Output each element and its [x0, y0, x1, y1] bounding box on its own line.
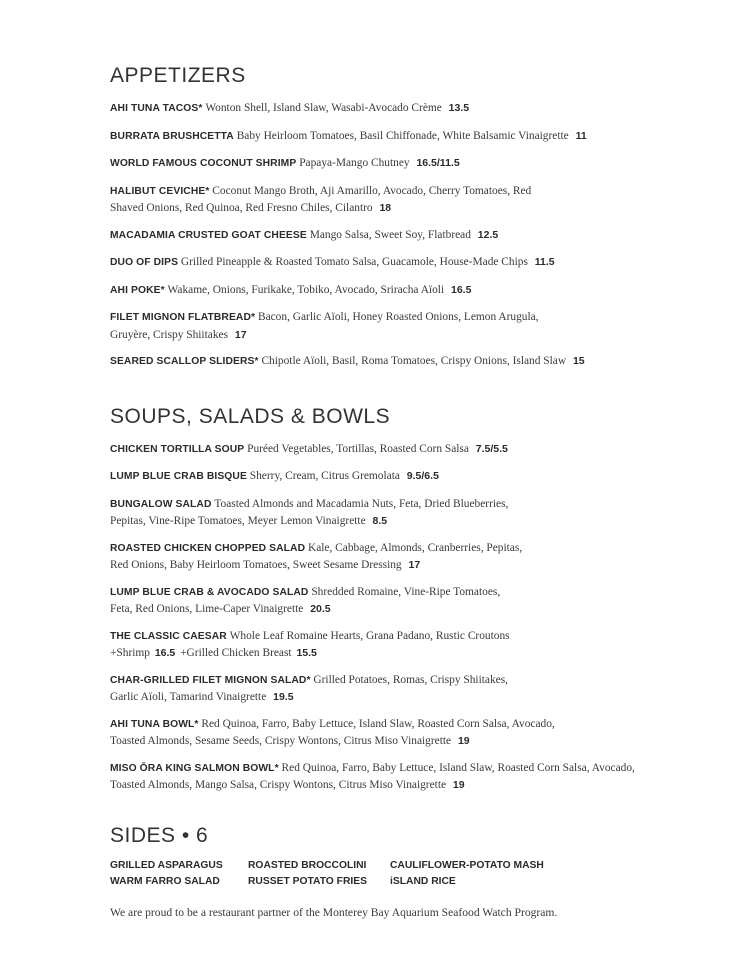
item-price: 11.5: [534, 256, 555, 268]
item-description: Sherry, Cream, Citrus Gremolata: [249, 470, 400, 482]
item-price: 11: [575, 129, 587, 142]
menu-item: [110, 254, 670, 272]
item-description: Wonton Shell, Island Slaw, Wasabi-Avocado Crème: [205, 102, 442, 114]
item-name: HALIBUT CEVICHE*: [110, 185, 210, 197]
item-description: Mango Salsa, Sweet Soy, Flatbread: [309, 228, 471, 241]
item-name: LUMP BLUE CRAB & AVOCADO SALAD: [110, 586, 309, 598]
item-description: Kale, Cabbage, Almonds, Cranberries, Pepitas, Red Onions, Baby Heirloom Tomatoes, Sweet Sesame Dressing: [110, 541, 523, 571]
menu-page: [110, 64, 670, 919]
item-description: Papaya-Mango Chutney: [299, 157, 410, 169]
item-name: THE CLASSIC CAESAR: [110, 630, 227, 642]
item-description: Red Quinoa, Farro, Baby Lettuce, Island Slaw, Roasted Corn Salsa, Avocado, Toasted Almonds, Mango Salsa, Crispy Wontons, Citrus Miso Vinaigrette: [110, 761, 635, 791]
item-price: 13.5: [448, 102, 470, 114]
side-item: ROASTED BROCCOLINI: [248, 859, 367, 871]
item-description: Grilled Potatoes, Romas, Crispy Shiitakes, Garlic Aïoli, Tamarind Vinaigrette: [110, 673, 508, 703]
sides-grid: [110, 858, 670, 890]
item-price: 19: [457, 735, 470, 747]
menu-item: [110, 628, 670, 662]
menu-item: [110, 227, 670, 245]
item-name: MACADAMIA CRUSTED GOAT CHEESE: [110, 229, 307, 241]
item-name: LUMP BLUE CRAB BISQUE: [110, 471, 247, 482]
appetizers-section: [110, 64, 670, 371]
item-description: Bacon, Garlic Aïoli, Honey Roasted Onions, Lemon Arugula, Gruyère, Crispy Shiitakes: [110, 311, 539, 341]
item-name: ROASTED CHICKEN CHOPPED SALAD: [110, 542, 306, 554]
menu-item: [110, 468, 670, 486]
menu-item: [110, 309, 560, 343]
menu-item: [110, 353, 670, 371]
item-description: Whole Leaf Romaine Hearts, Grana Padano, Rustic Croutons: [229, 629, 510, 642]
item-description: Red Quinoa, Farro, Baby Lettuce, Island Slaw, Roasted Corn Salsa, Avocado, Toasted Almonds, Sesame Seeds, Crispy Wontons, Citrus Miso Vinaigrette: [110, 717, 555, 747]
item-name: CHAR-GRILLED FILET MIGNON SALAD*: [110, 674, 311, 686]
item-description: Chipotle Aïoli, Basil, Roma Tomatoes, Crispy Onions, Island Slaw: [261, 355, 567, 367]
addon-label: +Grilled Chicken Breast: [180, 647, 292, 659]
item-price: 8.5: [372, 515, 388, 527]
appetizers-heading: APPETIZERS: [110, 64, 246, 87]
item-price: 7.5/5.5: [475, 442, 508, 455]
menu-item: [110, 672, 530, 706]
item-name: CHICKEN TORTILLA SOUP: [110, 443, 245, 455]
menu-item: [110, 716, 585, 750]
addon-price: 16.5: [154, 647, 176, 659]
side-item: CAULIFLOWER-POTATO MASH: [390, 859, 544, 871]
item-name: MISO ŌRA KING SALMON BOWL*: [110, 762, 279, 774]
item-name: WORLD FAMOUS COCONUT SHRIMP: [110, 158, 297, 169]
item-price: 9.5/6.5: [406, 470, 439, 482]
menu-item: [110, 128, 670, 146]
item-price: 19.5: [273, 691, 294, 703]
side-item: GRILLED ASPARAGUS: [110, 859, 223, 871]
item-description: Shredded Romaine, Vine-Ripe Tomatoes, Feta, Red Onions, Lime-Caper Vinaigrette: [110, 585, 501, 615]
addon-price: 15.5: [296, 647, 317, 659]
item-price: 20.5: [310, 603, 331, 615]
item-price: 15: [572, 355, 585, 367]
seafood-watch-note: We are proud to be a restaurant partner of the Monterey Bay Aquarium Seafood Watch Program.: [110, 905, 558, 919]
item-name: BUNGALOW SALAD: [110, 498, 212, 510]
side-item: WARM FARRO SALAD: [110, 875, 220, 887]
sides-section: [110, 824, 670, 919]
soups-salads-bowls-section: [110, 405, 670, 794]
item-name: FILET MIGNON FLATBREAD*: [110, 312, 256, 323]
menu-item: [110, 183, 535, 217]
menu-item: [110, 584, 510, 618]
menu-item: [110, 282, 670, 300]
side-item: iSLAND RICE: [390, 875, 456, 887]
item-description: Puréed Vegetables, Tortillas, Roasted Corn Salsa: [247, 442, 469, 455]
addon-label: +Shrimp: [110, 647, 150, 659]
item-description: Baby Heirloom Tomatoes, Basil Chiffonade, White Balsamic Vinaigrette: [236, 129, 569, 142]
item-price: 18: [379, 202, 392, 214]
menu-item: [110, 441, 670, 459]
item-description: Wakame, Onions, Furikake, Tobiko, Avocado, Sriracha Aïoli: [167, 283, 445, 296]
item-price: 17: [408, 559, 421, 571]
soups-heading: SOUPS, SALADS & BOWLS: [110, 404, 391, 428]
sides-heading: SIDES • 6: [110, 823, 209, 847]
item-description: Coconut Mango Broth, Aji Amarillo, Avocado, Cherry Tomatoes, Red Shaved Onions, Red Quinoa, Red Fresno Chiles, Cilantro: [110, 184, 532, 214]
item-price: 19: [452, 779, 465, 791]
menu-item: [110, 540, 535, 574]
item-name: AHI TUNA TACOS*: [110, 103, 203, 114]
side-item: RUSSET POTATO FRIES: [248, 875, 367, 887]
menu-item: [110, 155, 670, 173]
item-name: AHI POKE*: [110, 284, 165, 296]
item-price: 16.5: [450, 283, 472, 296]
item-name: DUO OF DIPS: [110, 257, 179, 268]
item-name: AHI TUNA BOWL*: [110, 718, 199, 730]
item-description: Grilled Pineapple & Roasted Tomato Salsa, Guacamole, House-Made Chips: [180, 256, 528, 268]
item-description: Toasted Almonds and Macadamia Nuts, Feta, Dried Blueberries, Pepitas, Vine-Ripe Tomatoes, Meyer Lemon Vinaigrette: [110, 497, 509, 527]
item-price: 12.5: [477, 228, 499, 241]
item-name: SEARED SCALLOP SLIDERS*: [110, 356, 259, 367]
item-name: BURRATA BRUSHCETTA: [110, 130, 234, 142]
item-price: 17: [234, 328, 247, 341]
item-price: 16.5/11.5: [416, 157, 460, 169]
menu-item: [110, 100, 670, 118]
menu-item: [110, 760, 655, 794]
menu-item: [110, 496, 540, 530]
